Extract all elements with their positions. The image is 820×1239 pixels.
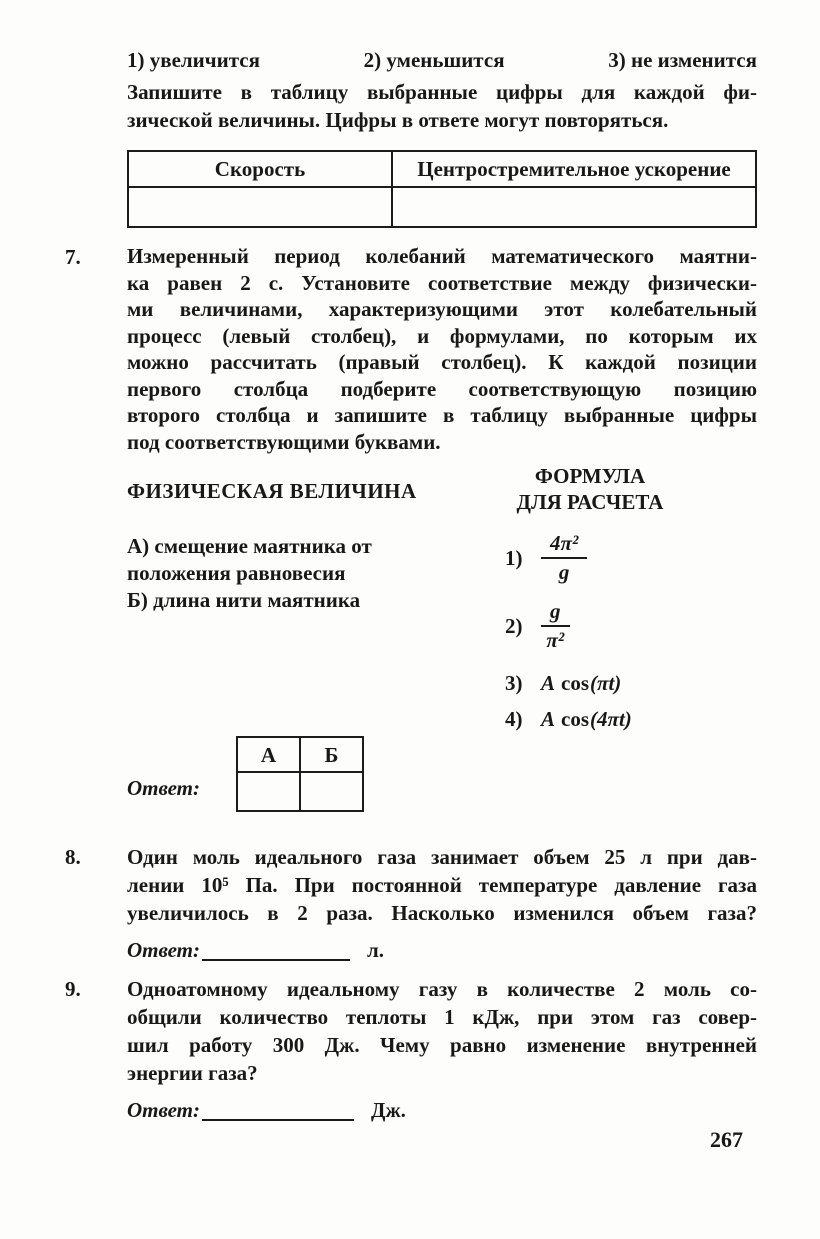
fraction — [541, 599, 570, 653]
answer-label: Ответ: — [127, 776, 200, 800]
answer-table-header-row — [237, 737, 363, 772]
fraction — [541, 531, 587, 585]
problem-9-answer — [127, 1096, 757, 1124]
formula-label: 4) — [505, 707, 523, 731]
formula-label: 3) — [505, 671, 523, 695]
formula-2 — [505, 599, 757, 653]
problem-8 — [65, 843, 757, 964]
right-column-header — [505, 463, 675, 515]
page-content — [65, 0, 757, 1239]
problem-text-line: Один моль идеального газа занимает объем 25 л при дав- — [127, 845, 757, 869]
problem-text-line: процесс (левый столбец), и формулами, по которым их — [127, 323, 757, 348]
fraction-numerator: 4π² — [541, 531, 587, 559]
match-item-line: Б) длина нити маятника — [127, 588, 361, 612]
right-header-line: ФОРМУЛА — [534, 464, 646, 488]
page-number: 267 — [710, 1127, 743, 1152]
problem-text-line: шил работу 300 Дж. Чему равно изменение внутренней — [127, 1033, 757, 1057]
problem-text-line: можно рассчитать (правый столбец). К каждой позиции — [127, 350, 757, 374]
problem-9 — [65, 975, 757, 1124]
problem-text-line: Измеренный период колебаний математического маятни- — [127, 244, 757, 268]
answer-blank — [202, 941, 350, 961]
answer-cell-a — [237, 772, 300, 811]
formula-label: 1) — [505, 546, 523, 570]
option-3: 3) не изменится — [608, 48, 757, 72]
fraction-denominator: g — [558, 560, 570, 584]
formula-1 — [505, 531, 757, 585]
answer-table — [236, 736, 364, 812]
answer-unit: Дж. — [371, 1098, 406, 1122]
problem-7-answer — [127, 736, 364, 812]
problem-text-line: лении 10⁵ Па. При постоянной температуре давление газа — [127, 873, 757, 897]
formula-variable: A — [541, 671, 556, 695]
table-header-speed: Скорость — [128, 151, 392, 187]
problem-7 — [65, 243, 757, 455]
problem-text-line: второго столбца и запишите в таблицу выбранные цифры — [127, 403, 757, 427]
formula-function: cos — [561, 707, 590, 731]
problem-7-number: 7. — [65, 245, 81, 269]
answer-blank — [202, 1101, 354, 1121]
table-header-acceleration: Центростремительное ускорение — [392, 151, 756, 187]
formula-label: 2) — [505, 614, 523, 638]
left-column-header: ФИЗИЧЕСКАЯ ВЕЛИЧИНА — [127, 479, 417, 503]
formula-argument: (πt) — [590, 671, 622, 695]
task6-instruction — [127, 78, 757, 134]
answer-label: Ответ: — [127, 938, 200, 962]
problem-text-line: первого столбца подберите соответствующую позицию — [127, 376, 757, 401]
formula-function: cos — [561, 671, 590, 695]
table-empty-cell — [128, 187, 392, 227]
fraction-numerator: g — [541, 599, 570, 627]
problem-text-line: ка равен 2 с. Установите соответствие между физически- — [127, 270, 757, 295]
problem-text-line: энергии газа? — [127, 1061, 258, 1085]
table-empty-cell — [392, 187, 756, 227]
answer-col-a: А — [237, 737, 300, 772]
problem-8-number: 8. — [65, 845, 81, 869]
answer-label: Ответ: — [127, 1098, 200, 1122]
physical-quantity-column — [127, 455, 505, 733]
formula-argument: (4πt) — [590, 707, 632, 731]
problem-9-number: 9. — [65, 977, 81, 1001]
speed-acceleration-table — [127, 150, 757, 228]
option-1: 1) увеличится — [127, 48, 260, 72]
instruction-line: зической величины. Цифры в ответе могут повторяться. — [127, 108, 669, 132]
formula-variable: A — [541, 707, 556, 731]
fraction-denominator: π² — [546, 628, 565, 652]
problem-text-line: ми величинами, характеризующими этот колебательный — [127, 297, 757, 321]
answer-unit: л. — [367, 938, 385, 962]
problem-8-answer — [127, 936, 757, 964]
right-header-line: ДЛЯ РАСЧЕТА — [516, 490, 664, 514]
problem-text-line: Одноатомному идеальному газу в количестве 2 моль со- — [127, 977, 757, 1001]
match-item-line: положения равновесия — [127, 561, 346, 585]
formula-3 — [505, 669, 757, 697]
answer-options-row — [127, 46, 757, 74]
answer-cell-b — [300, 772, 363, 811]
formula-4 — [505, 705, 757, 733]
left-column-items — [127, 533, 505, 614]
answer-table-row — [237, 772, 363, 811]
answer-col-b: Б — [300, 737, 363, 772]
matching-section — [127, 455, 757, 733]
option-2: 2) уменьшится — [363, 48, 505, 72]
match-item-line: А) смещение маятника от — [127, 534, 372, 558]
table-header-row — [128, 151, 756, 187]
instruction-line: Запишите в таблицу выбранные цифры для каждой фи- — [127, 80, 757, 104]
problem-text-line: увеличилось в 2 раза. Насколько изменился объем газа? — [127, 901, 757, 925]
problem-text-line: под соответствующими буквами. — [127, 429, 441, 454]
formula-column — [505, 455, 757, 733]
table-answer-row — [128, 187, 756, 227]
problem-text-line: общили количество теплоты 1 кДж, при этом газ совер- — [127, 1005, 757, 1029]
